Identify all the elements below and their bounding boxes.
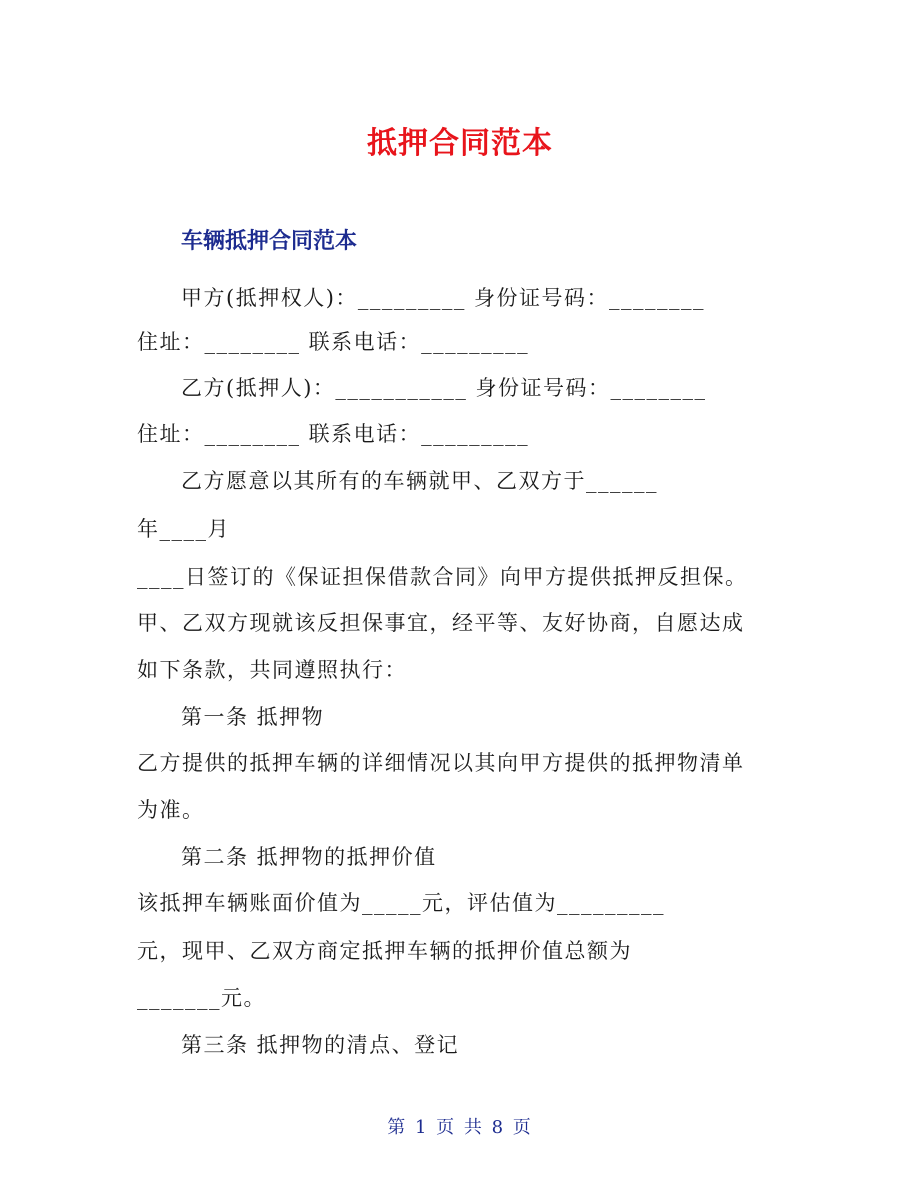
body-text-line: 乙方愿意以其所有的车辆就甲、乙双方于______ xyxy=(181,469,658,493)
article-heading: 第二条 抵押物的抵押价值 xyxy=(181,845,437,869)
document-title: 抵押合同范本 xyxy=(367,126,553,161)
body-text-line: 年____月 xyxy=(137,517,230,541)
body-text-line: 乙方提供的抵押车辆的详细情况以其向甲方提供的抵押物清单 xyxy=(137,751,745,775)
body-text-line: _______元。 xyxy=(137,986,266,1010)
party-a-address-line: 住址：________ 联系电话：_________ xyxy=(137,330,530,354)
body-text-line: 如下条款，共同遵照执行： xyxy=(137,658,407,682)
body-text-line: 元，现甲、乙双方商定抵押车辆的抵押价值总额为 xyxy=(137,939,632,963)
body-text-line: 该抵押车辆账面价值为_____元，评估值为_________ xyxy=(137,891,665,915)
article-heading: 第一条 抵押物 xyxy=(181,705,325,729)
party-b-address-line: 住址：________ 联系电话：_________ xyxy=(137,422,530,446)
page-number-footer: 第 1 页 共 8 页 xyxy=(387,1117,533,1138)
party-a-line: 甲方(抵押权人)：_________ 身份证号码：________ xyxy=(181,286,706,310)
party-b-line: 乙方(抵押人)：___________ 身份证号码：________ xyxy=(181,376,707,400)
document-subtitle: 车辆抵押合同范本 xyxy=(181,229,358,254)
body-text-line: ____日签订的《保证担保借款合同》向甲方提供抵押反担保。 xyxy=(137,565,748,589)
article-heading: 第三条 抵押物的清点、登记 xyxy=(181,1033,460,1057)
body-text-line: 甲、乙双方现就该反担保事宜，经平等、友好协商，自愿达成 xyxy=(137,611,745,635)
body-text-line: 为准。 xyxy=(137,798,205,822)
